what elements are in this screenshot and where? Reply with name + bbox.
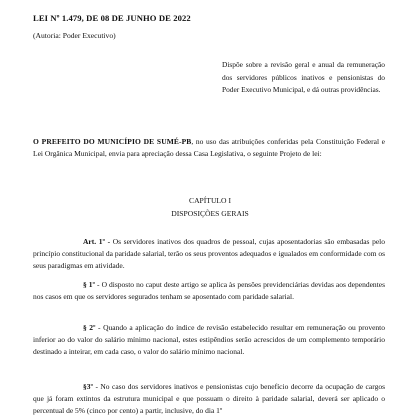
paragraph-1-text: - O disposto no caput deste artigo se aplica às pensões previdenciárias devidas aos dependentes nos casos em que os servidores segurados tenham se aposentado com paridade salarial. <box>33 280 385 302</box>
paragraph-1 <box>33 279 385 303</box>
intro-text: , no uso das atribuições conferidas pela Constituição Federal e Lei Orgânica Municipal, envia para apreciação dessa Casa Legislativa, o seguinte Projeto de lei: <box>33 137 385 159</box>
paragraph-2-label: § 2º <box>83 323 96 332</box>
ementa-summary: Dispõe sobre a revisão geral e anual da remuneração dos servidores públicos inativos e pensionistas do Poder Executivo Municipal, e dá outras providências. <box>222 60 385 95</box>
intro-mayor: O PREFEITO DO MUNICÍPIO DE SUMÉ-PB <box>33 137 192 146</box>
chapter-number: CAPÍTULO I <box>189 196 231 205</box>
article-1-label: Art. 1º - <box>83 237 111 246</box>
paragraph-3-text: - No caso dos servidores inativos e pensionistas cujo benefício decorre da ocupação de cargos que já foram extintos da estrutura municipal e que possuam o direito à paridade salarial, deverá ser aplicado o percentual de 5% (cinco por cento) a partir, inclusive, do dia 1º <box>33 382 385 416</box>
chapter-title: DISPOSIÇÕES GERAIS <box>171 209 249 218</box>
paragraph-3 <box>33 381 385 418</box>
law-title: LEI Nº 1.479, DE 08 DE JUNHO DE 2022 <box>33 13 191 23</box>
article-1-text: Os servidores inativos dos quadros de pessoal, cujas aposentadorias são embasadas pelo princípio constitucional da paridade salarial, terão os seus proventos adequados e igualados em conformidade com os seus paradigmas em atividade. <box>33 237 386 271</box>
paragraph-1-label: § 1º <box>83 280 96 289</box>
authorship-line: (Autoria: Poder Executivo) <box>33 31 116 40</box>
paragraph-2 <box>33 322 385 359</box>
article-1 <box>33 236 385 273</box>
intro-paragraph <box>33 136 385 160</box>
paragraph-3-label: §3º <box>83 382 93 391</box>
paragraph-2-text: - Quando a aplicação do índice de revisão estabelecido resultar em remuneração ou provento inferior ao do valor do salário mínimo nacional, estes estipêndios serão acrescidos de um complemento temporário destinado a inteirar, em cada caso, o valor do salário mínimo nacional. <box>33 323 385 357</box>
